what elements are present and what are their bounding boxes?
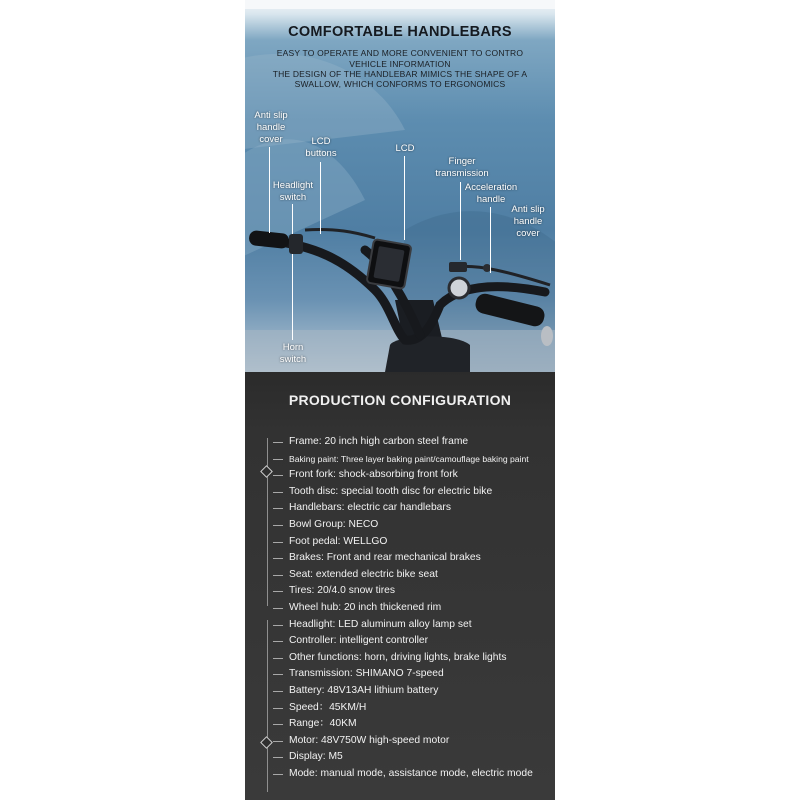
spec-item: Brakes: Front and rear mechanical brakes	[289, 552, 481, 564]
spec-item: Wheel hub: 20 inch thickened rim	[289, 602, 442, 613]
production-panel	[245, 372, 555, 800]
spec-item: Frame: 20 inch high carbon steel frame	[289, 436, 469, 447]
handlebars-subtitle-line-3: THE DESIGN OF THE HANDLEBAR MIMICS THE SHAPE OF A	[272, 69, 528, 79]
spec-item: Front fork: shock-absorbing front fork	[289, 469, 458, 481]
spec-tick	[273, 741, 283, 742]
spec-tick	[273, 757, 283, 758]
spec-tick	[273, 575, 283, 576]
spec-tick	[273, 442, 283, 443]
spec-item: Baking paint: Three layer baking paint/camouflage baking paint	[289, 453, 529, 464]
callout-lcd-buttons: LCD buttons	[305, 136, 337, 159]
handlebars-panel	[245, 0, 555, 372]
spec-tick	[273, 608, 283, 609]
spec-tick	[273, 641, 283, 642]
callout-anti-slip-right: Anti slip handle cover	[511, 204, 545, 239]
spec-tick	[273, 492, 283, 493]
spec-item: Other functions: horn, driving lights, brake lights	[289, 651, 507, 663]
callout-horn-switch: Horn switch	[279, 342, 307, 365]
production-title: PRODUCTION CONFIGURATION	[288, 392, 512, 408]
spec-item: Tires: 20/4.0 snow tires	[289, 585, 396, 597]
spec-tick	[273, 658, 283, 659]
callout-line-headlight-switch	[292, 204, 293, 234]
callout-anti-slip-left: Anti slip handle cover	[254, 110, 288, 145]
spec-tick	[273, 591, 283, 592]
spec-item: Display: M5	[289, 751, 343, 763]
callout-finger-transmission: Finger transmission	[435, 156, 489, 179]
spec-tick	[273, 625, 283, 626]
spec-item: Transmission: SHIMANO 7-speed	[289, 668, 444, 680]
spec-tick	[273, 542, 283, 543]
spec-rail-top	[267, 438, 268, 606]
spec-tick	[273, 708, 283, 709]
spec-tick	[273, 691, 283, 692]
spec-item: Speed：45KM/H	[289, 701, 367, 713]
spec-tick	[273, 724, 283, 725]
spec-item: Bowl Group: NECO	[289, 519, 379, 530]
spec-item: Battery: 48V13AH lithium battery	[289, 685, 439, 696]
handlebars-subtitle-line-2: VEHICLE INFORMATION	[349, 59, 451, 69]
spec-item: Motor: 48V750W high-speed motor	[289, 734, 450, 746]
spec-item: Mode: manual mode, assistance mode, electric mode	[289, 768, 533, 779]
spec-item: Foot pedal: WELLGO	[289, 535, 388, 547]
handlebars-subtitle-line-4: SWALLOW, WHICH CONFORMS TO ERGONOMICS	[294, 79, 506, 89]
handlebars-subtitle-line-1: EASY TO OPERATE AND MORE CONVENIENT TO CONTRO	[276, 48, 524, 58]
spec-item: Seat: extended electric bike seat	[289, 568, 438, 580]
callout-lcd: LCD	[395, 143, 415, 154]
spec-rail-bottom	[267, 620, 268, 792]
diamond-marker-bottom	[260, 736, 273, 749]
callout-headlight-switch: Headlight switch	[272, 180, 314, 203]
spec-tick	[273, 459, 283, 460]
diamond-marker-top	[260, 465, 273, 478]
callout-line-lcd	[404, 156, 405, 240]
callout-line-acceleration-handle	[490, 207, 491, 273]
spec-tick	[273, 525, 283, 526]
spec-item: Tooth disc: special tooth disc for electric bike	[289, 485, 493, 497]
callout-acceleration-handle: Acceleration handle	[464, 182, 518, 205]
spec-tick	[273, 558, 283, 559]
spec-tick	[273, 475, 283, 476]
callout-line-horn-switch	[292, 254, 293, 340]
spec-item: Range：40KM	[289, 718, 357, 730]
spec-item: Handlebars: electric car handlebars	[289, 502, 451, 514]
handlebars-title: COMFORTABLE HANDLEBARS	[288, 24, 512, 40]
spec-tick	[273, 674, 283, 675]
spec-tick	[273, 774, 283, 775]
spec-tick	[273, 508, 283, 509]
spec-item: Headlight: LED aluminum alloy lamp set	[289, 618, 472, 630]
product-poster	[245, 0, 555, 800]
spec-item: Controller: intelligent controller	[289, 635, 429, 647]
